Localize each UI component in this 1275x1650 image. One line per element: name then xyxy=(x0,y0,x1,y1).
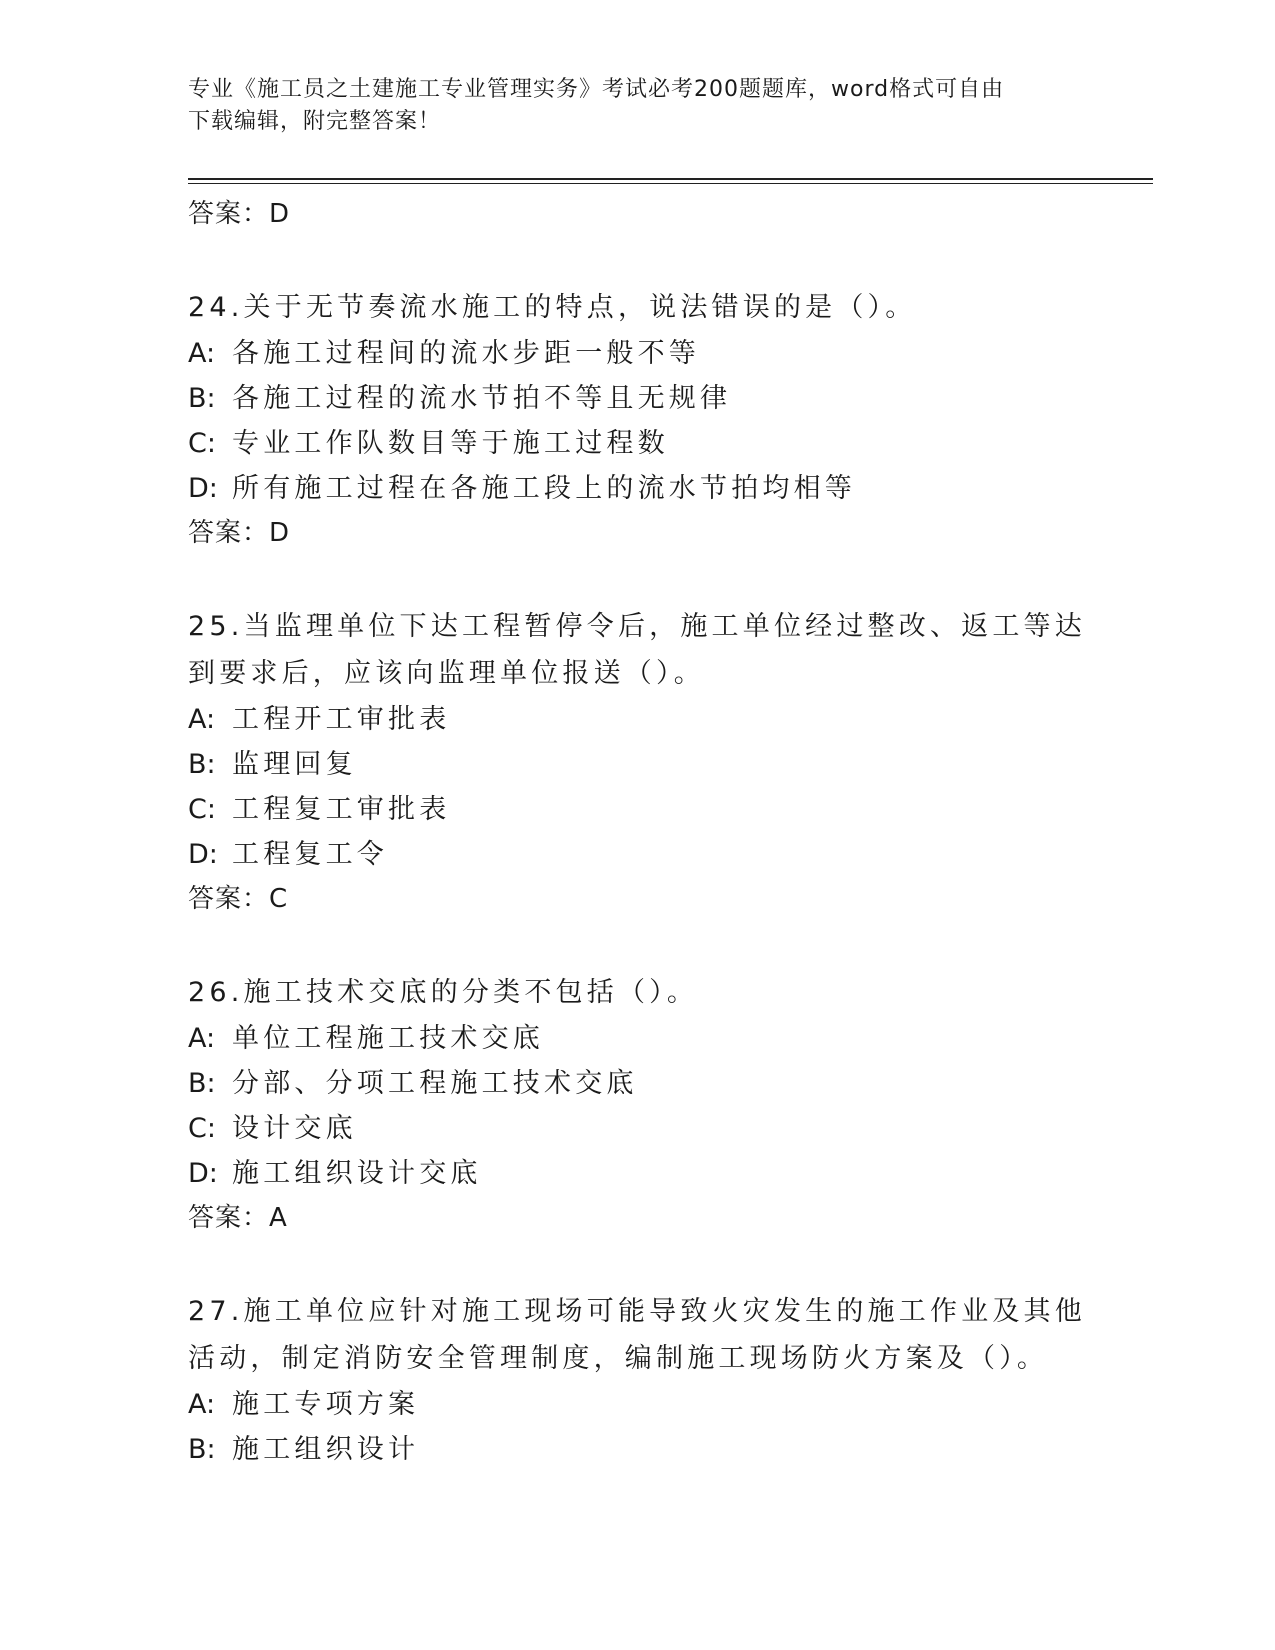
answer-line: 答案：C xyxy=(188,884,289,914)
document-header xyxy=(188,74,1088,138)
option-label: B: xyxy=(188,1068,216,1099)
option-d xyxy=(188,1151,1088,1196)
option-label: A: xyxy=(188,704,216,735)
option-text: 施工组织设计交底 xyxy=(232,1158,482,1189)
option-label: A: xyxy=(188,1023,216,1054)
question-text: 26.施工技术交底的分类不包括（）。 xyxy=(188,977,699,1008)
option-label: B: xyxy=(188,749,216,780)
answer-line: 答案：A xyxy=(188,1203,288,1233)
option-text: 各施工过程的流水节拍不等且无规律 xyxy=(232,383,732,414)
header-divider-thin xyxy=(188,183,1153,184)
question-item xyxy=(188,969,1088,1240)
option-text: 工程复工审批表 xyxy=(232,794,451,825)
option-text: 施工组织设计 xyxy=(232,1434,420,1465)
option-label: D: xyxy=(188,473,218,504)
option-label: B: xyxy=(188,1434,216,1465)
header-line-2: 下载编辑，附完整答案！ xyxy=(188,109,442,134)
option-text: 施工专项方案 xyxy=(232,1389,420,1420)
option-text: 单位工程施工技术交底 xyxy=(232,1023,544,1054)
option-b xyxy=(188,376,1088,421)
option-text: 监理回复 xyxy=(232,749,357,780)
option-label: C: xyxy=(188,428,216,459)
option-b xyxy=(188,1427,1088,1472)
option-c xyxy=(188,1106,1088,1151)
option-label: C: xyxy=(188,794,216,825)
option-label: D: xyxy=(188,839,218,870)
option-label: A: xyxy=(188,1389,216,1420)
question-text: 24.关于无节奏流水施工的特点，说法错误的是（）。 xyxy=(188,292,917,323)
option-text: 设计交底 xyxy=(232,1113,357,1144)
option-a xyxy=(188,1016,1088,1061)
option-b xyxy=(188,742,1088,787)
option-c xyxy=(188,421,1088,466)
option-d xyxy=(188,832,1088,877)
answer-line: 答案：D xyxy=(188,518,291,548)
option-b xyxy=(188,1061,1088,1106)
option-d xyxy=(188,466,1088,511)
option-text: 专业工作队数目等于施工过程数 xyxy=(232,428,669,459)
option-label: A: xyxy=(188,338,216,369)
question-text: 25.当监理单位下达工程暂停令后，施工单位经过整改、返工等达到要求后，应该向监理单位报送（）。 xyxy=(188,611,1086,689)
option-text: 分部、分项工程施工技术交底 xyxy=(232,1068,638,1099)
option-a xyxy=(188,1382,1088,1427)
option-text: 各施工过程间的流水步距一般不等 xyxy=(232,338,700,369)
question-item xyxy=(188,603,1088,921)
option-a xyxy=(188,331,1088,376)
option-label: B: xyxy=(188,383,216,414)
header-line-1: 专业《施工员之土建施工专业管理实务》考试必考200题题库，word格式可自由 xyxy=(188,77,1005,102)
question-item xyxy=(188,1288,1088,1472)
option-label: C: xyxy=(188,1113,216,1144)
question-text: 27.施工单位应针对施工现场可能导致火灾发生的施工作业及其他活动，制定消防安全管理制度，编制施工现场防火方案及（）。 xyxy=(188,1296,1086,1374)
option-text: 所有施工过程在各施工段上的流水节拍均相等 xyxy=(232,473,856,504)
header-divider xyxy=(188,178,1153,180)
option-c xyxy=(188,787,1088,832)
question-list xyxy=(188,192,1088,1472)
option-a xyxy=(188,697,1088,742)
option-text: 工程复工令 xyxy=(232,839,388,870)
question-item xyxy=(188,284,1088,555)
answer-line: 答案：D xyxy=(188,199,291,229)
option-text: 工程开工审批表 xyxy=(232,704,451,735)
option-label: D: xyxy=(188,1158,218,1189)
